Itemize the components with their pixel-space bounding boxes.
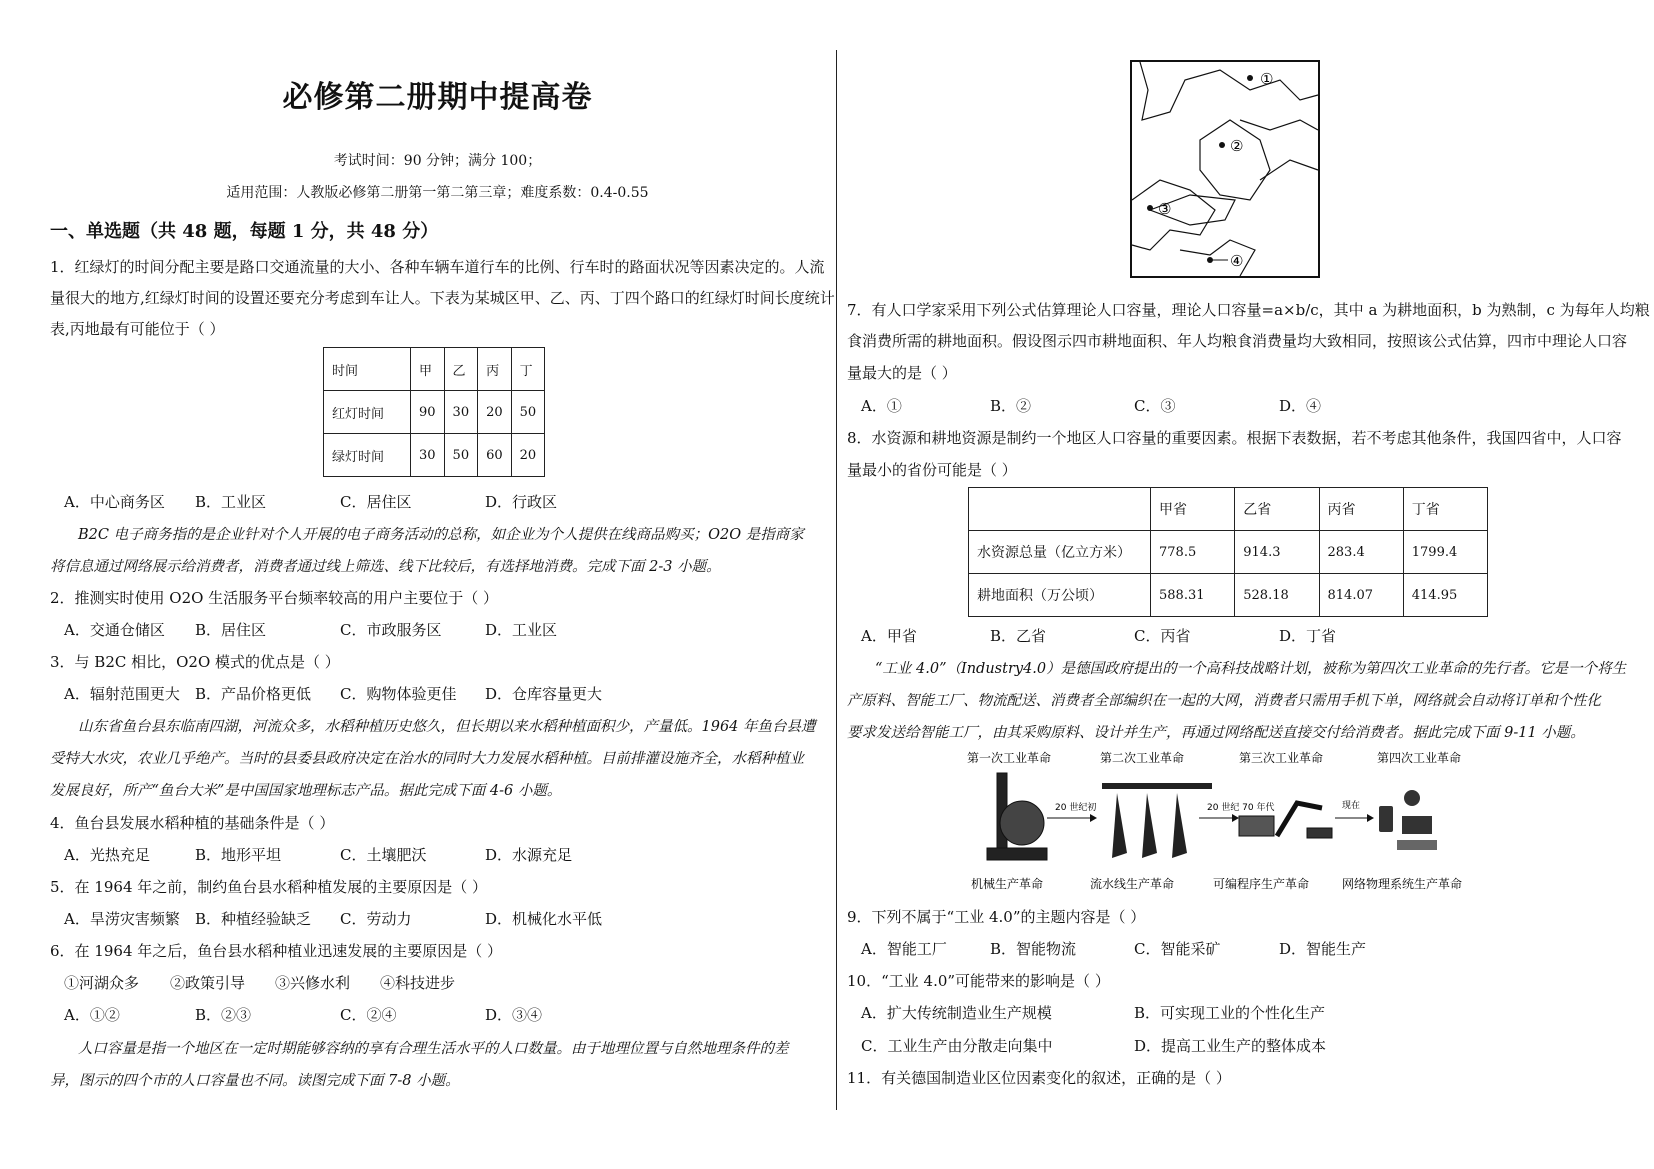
q7-line: 食消费所需的耕地面积。假设图示四市耕地面积、年人均粮食消费量均大致相同，按照该公式估算，四市中理论人口容 xyxy=(847,332,1628,350)
figure-bottom-label: 网络物理系统生产革命 xyxy=(1342,877,1463,891)
map-label: ① xyxy=(1260,70,1274,88)
passage-line: 受特大水灾，农业几乎绝产。当时的县委县政府决定在治水的同时大力发展水稻种植。目前排灌设施齐全，水稻种植业 xyxy=(50,751,804,767)
option[interactable]: A．辐射范围更大 xyxy=(64,685,180,703)
column-divider xyxy=(836,50,837,1110)
q1-line: 表,丙地最有可能位于（ ） xyxy=(50,320,225,338)
q1-line: 量很大的地方,红绿灯时间的设置还要充分考虑到车让人。下表为某城区甲、乙、丙、丁四个路口的红绿灯时间长度统计 xyxy=(50,289,835,307)
arrow-label: 20 世纪 70 年代 xyxy=(1207,803,1275,813)
passage-line: 产原料、智能工厂、物流配送、消费者全部编织在一起的大网，消费者只需用手机下单，网络就会自动将订单和个性化 xyxy=(847,693,1601,709)
q1-line: 1．红绿灯的时间分配主要是路口交通流量的大小、各种车辆车道行车的比例、行车时的路面状况等因素决定的。人流 xyxy=(50,258,825,276)
map-point xyxy=(1219,142,1225,148)
option[interactable]: A．中心商务区 xyxy=(64,493,165,511)
option[interactable]: C．居住区 xyxy=(340,493,412,511)
table-header: 乙 xyxy=(444,348,478,391)
option[interactable]: D．仓库容量更大 xyxy=(485,685,603,703)
q6-text: 6．在 1964 年之后，鱼台县水稻种植业迅速发展的主要原因是（ ） xyxy=(50,942,503,960)
passage-line: 山东省鱼台县东临南四湖，河流众多，水稻种植历史悠久，但长期以来水稻种植面积少，产量低。1964 年鱼台县遭 xyxy=(78,719,816,735)
option[interactable]: A．①② xyxy=(64,1006,120,1024)
option[interactable]: D．提高工业生产的整体成本 xyxy=(1134,1037,1327,1055)
option[interactable]: A．交通仓储区 xyxy=(64,621,165,639)
option[interactable]: B．可实现工业的个性化生产 xyxy=(1134,1004,1326,1022)
table-cell: 30 xyxy=(444,391,478,434)
statement-item: ②政策引导 xyxy=(170,974,246,992)
option[interactable]: B．② xyxy=(990,397,1032,415)
option[interactable]: A．① xyxy=(861,397,902,415)
traffic-light-table xyxy=(323,347,545,477)
map-label: ③ xyxy=(1158,200,1172,218)
option[interactable]: D．水源充足 xyxy=(485,846,573,864)
province-table xyxy=(968,487,1488,617)
map-point xyxy=(1247,75,1253,81)
arrow-head xyxy=(1090,814,1097,822)
table-cell: 90 xyxy=(411,391,445,434)
option[interactable]: A．旱涝灾害频繁 xyxy=(64,910,180,928)
option[interactable]: C．②④ xyxy=(340,1006,397,1024)
table-cell: 20 xyxy=(478,391,512,434)
table-header xyxy=(969,488,1151,531)
option[interactable]: D．工业区 xyxy=(485,621,558,639)
arrow-head xyxy=(1232,814,1239,822)
assembly-line-icon xyxy=(1102,783,1212,858)
passage-line: 将信息通过网络展示给消费者，消费者通过线上筛选、线下比较后，有选择地消费。完成下面 2-3 小题。 xyxy=(50,559,721,575)
table-cell: 红灯时间 xyxy=(324,391,411,434)
q2-text: 2．推测实时使用 O2O 生活服务平台频率较高的用户主要位于（ ） xyxy=(50,589,498,607)
table-cell: 绿灯时间 xyxy=(324,434,411,477)
figure-top-label: 第三次工业革命 xyxy=(1239,751,1324,765)
option[interactable]: C．购物体验更佳 xyxy=(340,685,457,703)
arrow-label: 20 世纪初 xyxy=(1055,803,1097,813)
passage-line: 人口容量是指一个地区在一定时期能够容纳的享有合理生活水平的人口数量。由于地理位置与自然地理条件的差 xyxy=(78,1041,789,1057)
q5-text: 5．在 1964 年之前，制约鱼台县水稻种植发展的主要原因是（ ） xyxy=(50,878,488,896)
figure-bottom-label: 机械生产革命 xyxy=(971,877,1044,891)
q10-text: 10．“工业 4.0”可能带来的影响是（ ） xyxy=(847,972,1110,990)
option[interactable]: C．土壤肥沃 xyxy=(340,846,427,864)
q9-text: 9．下列不属于“工业 4.0”的主题内容是（ ） xyxy=(847,908,1146,926)
q3-text: 3．与 B2C 相比，O2O 模式的优点是（ ） xyxy=(50,653,340,671)
option[interactable]: B．智能物流 xyxy=(990,940,1077,958)
statement-item: ④科技进步 xyxy=(380,974,456,992)
option[interactable]: A．甲省 xyxy=(861,627,917,645)
q7-line: 量最大的是（ ） xyxy=(847,364,957,382)
q8-line: 量最小的省份可能是（ ） xyxy=(847,461,1017,479)
exam-scope: 适用范围：人教版必修第二册第一第二第三章；难度系数：0.4-0.55 xyxy=(226,185,649,201)
option[interactable]: A．光热充足 xyxy=(64,846,150,864)
passage-line: 发展良好，所产“鱼台大米”是中国国家地理标志产品。据此完成下面 4-6 小题。 xyxy=(50,783,562,799)
option[interactable]: C．③ xyxy=(1134,397,1176,415)
option[interactable]: B．居住区 xyxy=(195,621,267,639)
statement-item: ③兴修水利 xyxy=(275,974,351,992)
option[interactable]: B．种植经验缺乏 xyxy=(195,910,312,928)
map-label: ② xyxy=(1230,137,1244,155)
table-cell: 50 xyxy=(444,434,478,477)
q4-text: 4．鱼台县发展水稻种植的基础条件是（ ） xyxy=(50,814,335,832)
figure-bottom-label: 流水线生产革命 xyxy=(1090,877,1175,891)
table-header: 时间 xyxy=(324,348,411,391)
arrow-head xyxy=(1367,814,1374,822)
page-title: 必修第二册期中提高卷 xyxy=(282,80,593,115)
table-cell: 30 xyxy=(411,434,445,477)
passage-line: “工业 4.0”（Industry4.0）是德国政府提出的一个高科技战略计划，被称为第四次工业革命的先行者。它是一个将生 xyxy=(875,661,1627,677)
passage-line: B2C 电子商务指的是企业针对个人开展的电子商务活动的总称，如企业为个人提供在线商品购买；O2O 是指商家 xyxy=(78,527,804,543)
table-cell: 414.95 xyxy=(1403,574,1487,617)
map-point xyxy=(1147,205,1153,211)
city-map xyxy=(1130,60,1320,278)
passage-line: 异，图示的四个市的人口容量也不同。读图完成下面 7-8 小题。 xyxy=(50,1073,460,1089)
q11-text: 11．有关德国制造业区位因素变化的叙述，正确的是（ ） xyxy=(847,1069,1231,1087)
option[interactable]: B．产品价格更低 xyxy=(195,685,312,703)
passage-line: 要求发送给智能工厂，由其采购原料、设计并生产，再通过网络配送直接交付给消费者。据此完成下面 9-11 小题。 xyxy=(847,725,1585,741)
option[interactable]: B．②③ xyxy=(195,1006,252,1024)
table-cell: 914.3 xyxy=(1235,531,1319,574)
table-header: 甲 xyxy=(411,348,445,391)
map-label: ④ xyxy=(1230,252,1244,270)
network-system-icon xyxy=(1379,790,1437,850)
option[interactable]: C．劳动力 xyxy=(340,910,412,928)
option[interactable]: D．机械化水平低 xyxy=(485,910,603,928)
map-frame xyxy=(1131,61,1319,277)
table-cell: 60 xyxy=(478,434,512,477)
steam-engine-icon xyxy=(987,773,1047,860)
figure-top-label: 第一次工业革命 xyxy=(967,751,1052,765)
option[interactable]: B．地形平坦 xyxy=(195,846,282,864)
figure-top-label: 第四次工业革命 xyxy=(1377,751,1462,765)
option[interactable]: D．智能生产 xyxy=(1279,940,1367,958)
option[interactable]: D．③④ xyxy=(485,1006,543,1024)
option[interactable]: C．工业生产由分散走向集中 xyxy=(861,1037,1053,1055)
table-header: 丁省 xyxy=(1403,488,1487,531)
table-header: 甲省 xyxy=(1151,488,1235,531)
option[interactable]: D．丁省 xyxy=(1279,627,1337,645)
exam-info: 考试时间：90 分钟；满分 100； xyxy=(333,153,542,169)
industry-revolution-figure xyxy=(967,748,1487,896)
table-header: 丙省 xyxy=(1319,488,1403,531)
table-cell: 1799.4 xyxy=(1403,531,1487,574)
table-cell: 528.18 xyxy=(1235,574,1319,617)
table-header: 乙省 xyxy=(1235,488,1319,531)
option[interactable]: C．市政服务区 xyxy=(340,621,442,639)
figure-top-label: 第二次工业革命 xyxy=(1100,751,1185,765)
table-cell: 水资源总量（亿立方米） xyxy=(969,531,1151,574)
section-heading: 一、单选题（共 48 题，每题 1 分，共 48 分） xyxy=(50,221,439,242)
table-cell: 283.4 xyxy=(1319,531,1403,574)
option[interactable]: A．智能工厂 xyxy=(861,940,947,958)
option[interactable]: B．乙省 xyxy=(990,627,1047,645)
table-cell: 588.31 xyxy=(1151,574,1235,617)
option[interactable]: B．工业区 xyxy=(195,493,267,511)
option[interactable]: C．丙省 xyxy=(1134,627,1191,645)
figure-bottom-label: 可编程序生产革命 xyxy=(1213,877,1310,891)
arrow-label: 现在 xyxy=(1342,801,1361,811)
option[interactable]: D．行政区 xyxy=(485,493,558,511)
table-header: 丙 xyxy=(478,348,512,391)
table-cell: 耕地面积（万公顷） xyxy=(969,574,1151,617)
table-cell: 814.07 xyxy=(1319,574,1403,617)
table-cell: 20 xyxy=(511,434,545,477)
option[interactable]: A．扩大传统制造业生产规模 xyxy=(861,1004,1052,1022)
statement-item: ①河湖众多 xyxy=(64,974,140,992)
option[interactable]: D．④ xyxy=(1279,397,1322,415)
table-cell: 778.5 xyxy=(1151,531,1235,574)
q7-line: 7．有人口学家采用下列公式估算理论人口容量，理论人口容量=a×b/c，其中 a 为耕地面积，b 为熟制，c 为每年人均粮 xyxy=(847,301,1650,319)
q8-line: 8．水资源和耕地资源是制约一个地区人口容量的重要因素。根据下表数据，若不考虑其他条件，我国四省中，人口容 xyxy=(847,429,1622,447)
option[interactable]: C．智能采矿 xyxy=(1134,940,1221,958)
table-header: 丁 xyxy=(511,348,545,391)
table-cell: 50 xyxy=(511,391,545,434)
